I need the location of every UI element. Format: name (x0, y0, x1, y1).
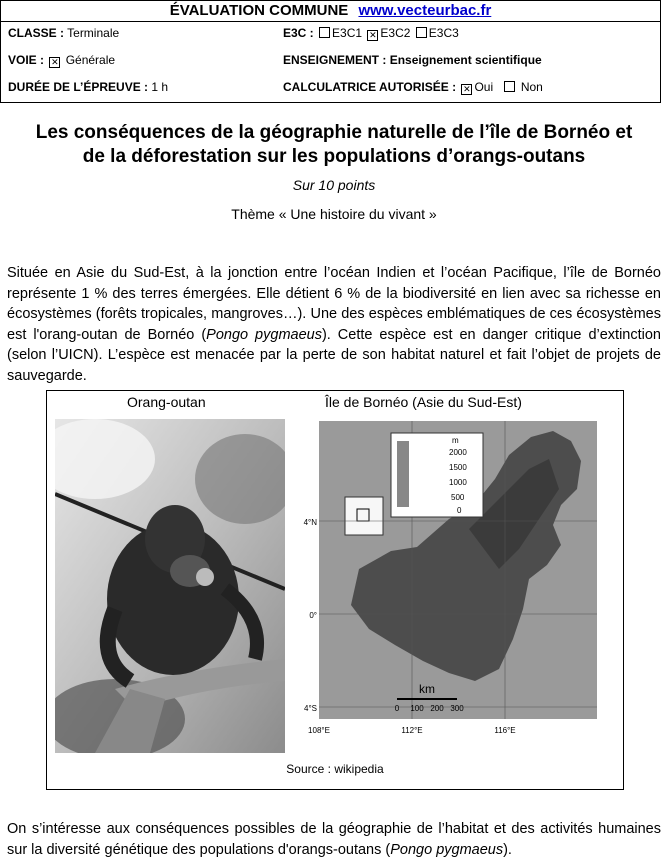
scale-unit: km (419, 682, 435, 696)
lat-label-0: 0° (309, 611, 317, 620)
intro-paragraph (7, 263, 661, 387)
enseignement-label: ENSEIGNEMENT : (283, 53, 387, 67)
figure-box (46, 390, 624, 790)
lon-label-116e: 116°E (494, 726, 516, 735)
scale-value-100: 100 (410, 704, 424, 713)
legend-unit: m (452, 436, 459, 445)
exam-header (0, 0, 661, 103)
calculatrice-label: CALCULATRICE AUTORISÉE : (283, 80, 457, 94)
map-caption: Île de Bornéo (Asie du Sud-Est) (325, 394, 522, 410)
classe-value: Terminale (67, 26, 120, 40)
legend-value-0: 0 (457, 506, 462, 515)
title-line-2: de la déforestation sur les populations d’orangs-outans (82, 146, 586, 167)
intro-text-2: ). Cette espèce est en danger critique d’extinction (selon l’UICN). L’espèce est menacée par la perte de son habitat naturel et fait l’objet de projets de sauvegarde. (7, 326, 661, 384)
site-link[interactable]: www.vecteurbac.fr (358, 2, 492, 19)
e3c1-label: E3C1 (332, 26, 363, 40)
borneo-map (299, 409, 619, 759)
e3c-label: E3C : (283, 26, 314, 40)
title-line-1: Les conséquences de la géographie naturelle de l’île de Bornéo et (35, 122, 633, 143)
figure-source: Source : wikipedia (286, 762, 384, 776)
e3c3-checkbox[interactable] (416, 27, 427, 38)
intro-text-1: Située en Asie du Sud-Est, à la jonction entre l’océan Indien et l’océan Pacifique, l’île de Bornéo représente 1 % des terres émergées. Elle détient 6 % de la biodiversité en lien avec sa richesse en écosystèmes (forêts tropicales, mangroves…). Une des espèces emblématiques de ces écosystèmes est l'orang-outan de Bornéo ( (7, 265, 661, 343)
scale-value-0: 0 (394, 704, 400, 713)
e3c1-checkbox[interactable] (319, 27, 330, 38)
duree-value: 1 h (151, 80, 169, 94)
photo-caption: Orang-outan (127, 394, 206, 410)
lon-label-112e: 112°E (401, 726, 423, 735)
legend-value-500: 500 (451, 493, 465, 502)
scale-value-200: 200 (430, 704, 444, 713)
classe-field (8, 26, 119, 40)
legend-value-1500: 1500 (449, 463, 467, 472)
outro-paragraph (7, 819, 661, 860)
e3c2-checkbox[interactable]: ✕ (369, 30, 377, 40)
voie-checkbox[interactable]: ✕ (51, 57, 59, 67)
enseignement-value: Enseignement scientifique (389, 53, 542, 67)
calc-non-label: Non (520, 80, 543, 94)
header-title-row (1, 1, 660, 22)
exercise-title (0, 121, 668, 169)
voie-field (8, 53, 115, 68)
duree-label: DURÉE DE L’ÉPREUVE : (8, 80, 149, 94)
calc-oui-label: Oui (474, 80, 494, 94)
calculatrice-field (283, 80, 543, 95)
theme-label: Thème « Une histoire du vivant » (231, 206, 437, 222)
legend-value-1000: 1000 (449, 478, 467, 487)
points-label: Sur 10 points (292, 177, 376, 193)
orangutan-photo (55, 419, 285, 753)
enseignement-field (283, 53, 542, 67)
outro-species: Pongo pygmaeus (390, 841, 504, 858)
lon-label-108e: 108°E (308, 726, 330, 735)
calc-non-checkbox[interactable] (504, 81, 515, 92)
lat-label-4n: 4°N (303, 518, 317, 527)
e3c-field (283, 26, 459, 41)
classe-label: CLASSE : (8, 26, 65, 40)
e3c3-label: E3C3 (428, 26, 459, 40)
intro-species: Pongo pygmaeus (206, 326, 322, 343)
voie-value: Générale (65, 53, 116, 67)
scale-value-300: 300 (450, 704, 464, 713)
voie-label: VOIE : (8, 53, 45, 67)
header-title: ÉVALUATION COMMUNE (169, 2, 349, 19)
e3c2-label: E3C2 (380, 26, 411, 40)
calc-oui-checkbox[interactable]: ✕ (463, 84, 471, 94)
legend-value-2000: 2000 (449, 448, 467, 457)
duree-field (8, 80, 168, 94)
outro-text-1: On s’intéresse aux conséquences possibles de la géographie de l’habitat et des activités humaines sur la diversité génétique des populations d'orangs-outans ( (7, 821, 661, 858)
outro-text-2: ). (503, 841, 512, 858)
lat-label-4s: 4°S (304, 704, 317, 713)
